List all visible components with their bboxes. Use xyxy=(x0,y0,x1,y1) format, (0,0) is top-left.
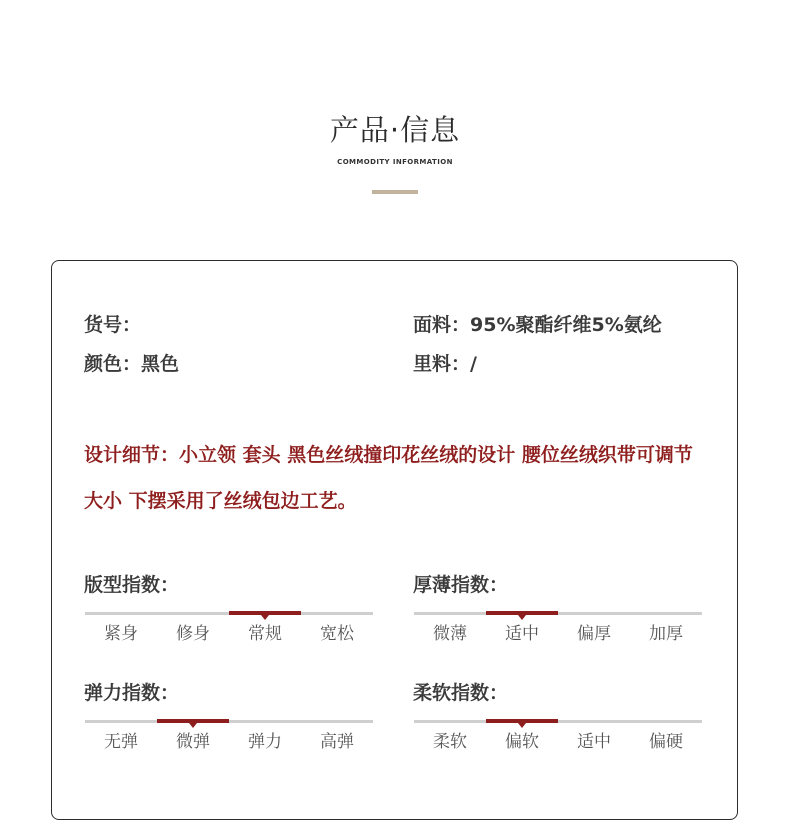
scale-option: 适中 xyxy=(505,624,539,644)
scale-track xyxy=(414,720,702,723)
sku-label: 货号： xyxy=(84,314,142,336)
fabric-value: 95%聚酯纤维5%氨纶 xyxy=(470,314,662,336)
scale-option: 微弹 xyxy=(176,732,210,752)
accent-divider xyxy=(372,190,418,194)
sku-field xyxy=(84,313,141,337)
scale-option: 无弹 xyxy=(104,732,138,752)
scale-option: 加厚 xyxy=(649,624,683,644)
scale-pointer xyxy=(518,723,526,728)
page-title: 产品·信息 xyxy=(329,113,461,147)
scale-option: 微薄 xyxy=(433,624,467,644)
elasticity-index-title: 弹力指数： xyxy=(84,682,180,704)
color-value: 黑色 xyxy=(141,353,180,375)
scale-option: 紧身 xyxy=(104,624,138,644)
fabric-label: 面料： xyxy=(413,314,471,336)
fit-index-scale xyxy=(85,612,373,656)
softness-index-title: 柔软指数： xyxy=(413,682,509,704)
lining-label: 里料： xyxy=(413,353,471,375)
elasticity-index-scale xyxy=(85,720,373,764)
section-header xyxy=(0,112,790,166)
scale-option: 偏厚 xyxy=(577,624,611,644)
scale-option: 高弹 xyxy=(320,732,354,752)
scale-pointer xyxy=(261,615,269,620)
scale-option: 修身 xyxy=(176,624,210,644)
scale-option: 柔软 xyxy=(433,732,467,752)
color-label: 颜色： xyxy=(84,353,142,375)
lining-field xyxy=(413,352,477,376)
thickness-index-title: 厚薄指数： xyxy=(413,574,509,596)
scale-option: 常规 xyxy=(248,624,282,644)
scale-track xyxy=(85,720,373,723)
scale-option: 偏软 xyxy=(505,732,539,752)
scale-pointer xyxy=(518,615,526,620)
fabric-field xyxy=(413,313,662,337)
fit-index-title: 版型指数： xyxy=(84,574,180,596)
lining-value: / xyxy=(470,353,477,375)
design-details: 设计细节：小立领 套头 黑色丝绒撞印花丝绒的设计 腰位丝绒织带可调节大小 下摆采用了丝绒包边工艺。 xyxy=(84,444,693,512)
color-field xyxy=(84,352,179,376)
scale-option: 适中 xyxy=(577,732,611,752)
scale-track xyxy=(414,612,702,615)
scale-option: 宽松 xyxy=(320,624,354,644)
thickness-index-scale xyxy=(414,612,702,656)
scale-option: 偏硬 xyxy=(649,732,683,752)
page-subtitle: COMMODITY INFORMATION xyxy=(337,158,453,166)
scale-option: 弹力 xyxy=(248,732,282,752)
softness-index-scale xyxy=(414,720,702,764)
scale-pointer xyxy=(189,723,197,728)
